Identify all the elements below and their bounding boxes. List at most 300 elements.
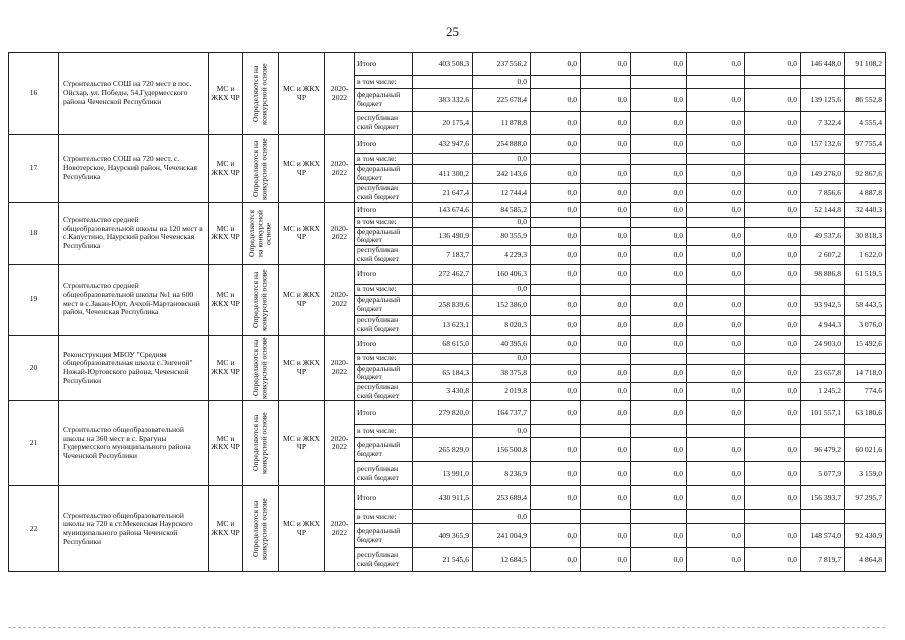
funding-value: 156 500,8 [473,438,531,462]
funding-value: 0,0 [631,246,687,264]
funding-value [745,353,801,364]
funding-value: 0,0 [687,486,745,510]
funding-value: 32 440,3 [845,203,886,218]
funding-value: 0,0 [581,53,631,76]
funding-value: 3 430,8 [413,383,473,401]
funding-value [581,425,631,438]
funding-value: 0,0 [745,295,801,315]
funding-value: 0,0 [531,383,581,401]
funding-value: 0,0 [687,203,745,218]
project-number: 22 [9,486,59,572]
funding-source-label: Итого [355,53,413,76]
funding-value: 8 020,3 [473,315,531,335]
funding-value: 0,0 [745,383,801,401]
funding-value: 5 077,9 [801,462,845,486]
funding-value [845,76,886,89]
funding-value [845,284,886,295]
basis-text: Определяются на конкурсной основе [251,337,269,399]
funding-value: 0,0 [581,165,631,184]
funding-value: 60 021,6 [845,438,886,462]
project-19-row [9,264,886,284]
funding-source-label: в том числе: [355,425,413,438]
funding-value: 0,0 [531,295,581,315]
project-name: Строительство СОШ на 720 мест в пос. Ойсхар, ул. Победы, 54,Гудермесского района Чеченской Республики [59,53,209,135]
funding-value: 0,0 [745,524,801,548]
responsible-executor: МС и ЖКХ ЧР [209,53,243,135]
funding-value [687,76,745,89]
funding-value [631,284,687,295]
funding-value: 86 552,8 [845,89,886,112]
funding-value: 0,0 [631,524,687,548]
funding-source-label: Итого [355,335,413,353]
funding-value: 0,0 [687,315,745,335]
funding-value: 20 175,4 [413,112,473,135]
participant: МС и ЖКХ ЧР [279,203,325,265]
basis-text: Определяются на конкурсной основе [251,62,269,125]
funding-value: 58 443,5 [845,295,886,315]
funding-value: 432 947,6 [413,135,473,154]
funding-value: 84 585,2 [473,203,531,218]
selection-basis [243,264,279,335]
funding-value: 49 537,6 [801,227,845,245]
funding-value: 0,0 [531,246,581,264]
funding-value: 24 903,0 [801,335,845,353]
project-name: Строительство средней общеобразовательной школы №1 на 600 мест в с.Закан-Юрт, Ачхой-Мартановский район, Чеченская Республика [59,264,209,335]
funding-value: 149 276,0 [801,165,845,184]
funding-value: 0,0 [745,203,801,218]
funding-value: 0,0 [745,486,801,510]
funding-value [413,218,473,228]
funding-value: 0,0 [745,548,801,572]
funding-source-label: в том числе: [355,510,413,524]
funding-value: 0,0 [687,135,745,154]
implementation-years: 2020-2022 [325,401,355,486]
funding-value: 0,0 [531,184,581,203]
funding-source-label: республикан ский бюджет [355,246,413,264]
funding-value: 0,0 [581,135,631,154]
funding-value: 0,0 [745,401,801,425]
selection-basis [243,486,279,572]
project-number: 19 [9,264,59,335]
funding-value [687,425,745,438]
project-22-row [9,486,886,510]
funding-value: 40 395,6 [473,335,531,353]
funding-value: 0,0 [631,53,687,76]
funding-value: 0,0 [631,364,687,382]
funding-value: 0,0 [531,53,581,76]
funding-value: 0,0 [745,112,801,135]
implementation-years: 2020-2022 [325,203,355,265]
funding-source-label: федеральный бюджет [355,165,413,184]
funding-value: 7 819,7 [801,548,845,572]
funding-value [687,218,745,228]
funding-source-label: Итого [355,486,413,510]
funding-value [413,76,473,89]
funding-value: 0,0 [581,315,631,335]
funding-value: 0,0 [745,264,801,284]
funding-source-label: Итого [355,401,413,425]
participant: МС и ЖКХ ЧР [279,264,325,335]
funding-value: 0,0 [581,486,631,510]
funding-value: 0,0 [687,364,745,382]
funding-source-label: Итого [355,264,413,284]
funding-value: 0,0 [745,135,801,154]
funding-value: 254 888,0 [473,135,531,154]
funding-value: 0,0 [473,510,531,524]
funding-value [745,284,801,295]
funding-value: 0,0 [631,112,687,135]
funding-value: 0,0 [581,462,631,486]
participant: МС и ЖКХ ЧР [279,53,325,135]
funding-value [531,76,581,89]
funding-value: 91 108,2 [845,53,886,76]
funding-value: 0,0 [531,548,581,572]
funding-value: 0,0 [631,548,687,572]
funding-value: 4 864,8 [845,548,886,572]
funding-value [531,218,581,228]
funding-value: 0,0 [531,438,581,462]
funding-value: 0,0 [631,227,687,245]
funding-value: 0,0 [631,462,687,486]
funding-value: 0,0 [745,89,801,112]
funding-value [687,510,745,524]
basis-text: Определяются на конкурсной основе [251,268,269,331]
funding-value: 164 737,7 [473,401,531,425]
funding-value [845,510,886,524]
implementation-years: 2020-2022 [325,486,355,572]
funding-value: 101 557,1 [801,401,845,425]
funding-value: 0,0 [687,112,745,135]
funding-value: 0,0 [473,154,531,165]
implementation-years: 2020-2022 [325,335,355,401]
funding-value: 143 674,6 [413,203,473,218]
funding-value: 237 556,2 [473,53,531,76]
funding-value: 21 545,6 [413,548,473,572]
funding-value: 0,0 [581,401,631,425]
funding-value: 13 623,1 [413,315,473,335]
funding-value: 96 479,2 [801,438,845,462]
funding-value: 0,0 [581,203,631,218]
funding-value: 80 355,9 [473,227,531,245]
responsible-executor: МС и ЖКХ ЧР [209,335,243,401]
funding-value: 241 004,9 [473,524,531,548]
funding-value: 0,0 [687,165,745,184]
funding-value [413,353,473,364]
project-21-row [9,401,886,425]
funding-value [581,154,631,165]
funding-value: 146 448,0 [801,53,845,76]
funding-value: 0,0 [581,184,631,203]
funding-value: 0,0 [473,284,531,295]
funding-value: 4 555,4 [845,112,886,135]
funding-value: 8 236,9 [473,462,531,486]
project-18-row [9,203,886,218]
funding-value: 23 657,8 [801,364,845,382]
selection-basis [243,203,279,265]
funding-value [631,425,687,438]
funding-value: 0,0 [631,401,687,425]
funding-value: 0,0 [473,76,531,89]
funding-value: 0,0 [687,227,745,245]
funding-value: 0,0 [531,524,581,548]
funding-source-label: республикан ский бюджет [355,112,413,135]
funding-value: 0,0 [473,218,531,228]
funding-value: 21 647,4 [413,184,473,203]
funding-value: 0,0 [581,524,631,548]
funding-value: 0,0 [687,264,745,284]
funding-value: 0,0 [631,295,687,315]
funding-value: 0,0 [631,184,687,203]
funding-value: 0,0 [745,184,801,203]
funding-value: 0,0 [687,295,745,315]
funding-value [687,154,745,165]
funding-value: 68 615,0 [413,335,473,353]
funding-value: 0,0 [531,401,581,425]
funding-value: 156 393,7 [801,486,845,510]
selection-basis [243,401,279,486]
funding-value: 63 180,6 [845,401,886,425]
basis-text: Определяются на конкурсной основе [251,137,269,200]
funding-value: 272 462,7 [413,264,473,284]
funding-value: 774,6 [845,383,886,401]
project-number: 17 [9,135,59,203]
responsible-executor: МС и ЖКХ ЧР [209,486,243,572]
funding-source-label: федеральный бюджет [355,89,413,112]
funding-source-label: в том числе: [355,353,413,364]
funding-value: 0,0 [745,315,801,335]
funding-value: 0,0 [687,335,745,353]
project-17-row [9,135,886,154]
funding-value: 0,0 [631,264,687,284]
funding-value: 0,0 [745,462,801,486]
funding-value: 383 332,6 [413,89,473,112]
funding-value: 0,0 [687,462,745,486]
funding-value: 65 184,3 [413,364,473,382]
funding-value [631,154,687,165]
funding-value: 0,0 [531,89,581,112]
funding-value: 0,0 [531,203,581,218]
funding-source-label: республикан ский бюджет [355,383,413,401]
project-number: 21 [9,401,59,486]
funding-value: 0,0 [473,353,531,364]
responsible-executor: МС и ЖКХ ЧР [209,401,243,486]
funding-value: 0,0 [473,425,531,438]
funding-value: 0,0 [687,246,745,264]
funding-value: 0,0 [531,364,581,382]
funding-value: 0,0 [581,89,631,112]
funding-value: 0,0 [631,89,687,112]
funding-value [531,510,581,524]
funding-value: 430 911,5 [413,486,473,510]
funding-value: 0,0 [745,227,801,245]
funding-value: 242 143,6 [473,165,531,184]
funding-value: 253 689,4 [473,486,531,510]
funding-value [581,510,631,524]
funding-value [413,154,473,165]
funding-value: 0,0 [531,335,581,353]
funding-value: 2 019,8 [473,383,531,401]
funding-value: 0,0 [687,524,745,548]
funding-value [801,353,845,364]
funding-value: 0,0 [531,112,581,135]
funding-value [413,510,473,524]
funding-value: 409 365,9 [413,524,473,548]
funding-source-label: в том числе: [355,154,413,165]
funding-value: 279 820,0 [413,401,473,425]
funding-source-label: федеральный бюджет [355,364,413,382]
implementation-years: 2020-2022 [325,264,355,335]
funding-value: 0,0 [531,462,581,486]
funding-value: 0,0 [531,486,581,510]
funding-value [801,284,845,295]
responsible-executor: МС и ЖКХ ЧР [209,135,243,203]
funding-source-label: в том числе: [355,76,413,89]
funding-value [745,218,801,228]
funding-value: 92 430,9 [845,524,886,548]
funding-value: 1 622,0 [845,246,886,264]
funding-value: 0,0 [745,53,801,76]
funding-value: 225 678,4 [473,89,531,112]
funding-value [845,425,886,438]
funding-value: 12 744,4 [473,184,531,203]
funding-value [801,154,845,165]
funding-value: 0,0 [687,548,745,572]
funding-value: 13 991,0 [413,462,473,486]
funding-value: 0,0 [687,184,745,203]
funding-value: 0,0 [581,364,631,382]
basis-text: Определяются на конкурсной основе [251,412,269,475]
funding-value: 0,0 [745,364,801,382]
participant: МС и ЖКХ ЧР [279,335,325,401]
funding-value: 12 684,5 [473,548,531,572]
funding-value [631,353,687,364]
funding-value: 15 492,6 [845,335,886,353]
funding-source-label: Итого [355,203,413,218]
funding-value [631,218,687,228]
funding-value: 0,0 [687,89,745,112]
funding-source-label: федеральный бюджет [355,438,413,462]
funding-source-label: в том числе: [355,218,413,228]
funding-value: 0,0 [581,246,631,264]
project-number: 18 [9,203,59,265]
selection-basis [243,335,279,401]
funding-source-label: в том числе: [355,284,413,295]
funding-value: 139 125,6 [801,89,845,112]
funding-value: 92 867,6 [845,165,886,184]
funding-value [581,218,631,228]
funding-value: 0,0 [581,227,631,245]
funding-value [581,76,631,89]
project-name: Реконструкция МБОУ "Средняя общеобразовательная школа с.Энгеной" Ножай-Юртовского района, Чеченской Республики [59,335,209,401]
funding-value [631,76,687,89]
project-number: 20 [9,335,59,401]
funding-source-label: республикан ский бюджет [355,184,413,203]
funding-table [8,52,886,572]
funding-source-label: федеральный бюджет [355,295,413,315]
funding-value: 0,0 [745,246,801,264]
participant: МС и ЖКХ ЧР [279,135,325,203]
funding-value: 4 229,3 [473,246,531,264]
funding-value [845,353,886,364]
funding-value: 148 574,0 [801,524,845,548]
funding-value [845,154,886,165]
participant: МС и ЖКХ ЧР [279,401,325,486]
funding-value: 0,0 [581,112,631,135]
funding-source-label: федеральный бюджет [355,227,413,245]
funding-value: 0,0 [687,53,745,76]
funding-value: 411 300,2 [413,165,473,184]
funding-value [631,510,687,524]
funding-value: 0,0 [631,315,687,335]
implementation-years: 2020-2022 [325,53,355,135]
funding-value [801,76,845,89]
funding-value: 93 942,5 [801,295,845,315]
funding-value: 98 886,8 [801,264,845,284]
funding-value: 0,0 [631,383,687,401]
funding-value: 0,0 [687,383,745,401]
selection-basis [243,53,279,135]
funding-value: 97 755,4 [845,135,886,154]
funding-value [531,154,581,165]
funding-value: 0,0 [631,203,687,218]
funding-value: 61 519,5 [845,264,886,284]
funding-value [845,218,886,228]
funding-value: 152 386,0 [473,295,531,315]
funding-value [745,154,801,165]
funding-value: 7 183,7 [413,246,473,264]
funding-value: 0,0 [687,438,745,462]
funding-value: 0,0 [745,165,801,184]
project-name: Строительство СОШ на 720 мест, с. Новотерское, Наурский район, Чеченская Республика [59,135,209,203]
funding-value: 265 829,0 [413,438,473,462]
funding-value: 0,0 [531,135,581,154]
selection-basis [243,135,279,203]
funding-value: 0,0 [631,486,687,510]
basis-text: Определяются на конкурсной основе [251,498,269,560]
funding-value: 0,0 [631,135,687,154]
funding-value: 38 375,8 [473,364,531,382]
funding-value: 258 839,6 [413,295,473,315]
funding-value: 0,0 [581,438,631,462]
funding-value: 160 406,3 [473,264,531,284]
funding-value: 3 076,0 [845,315,886,335]
funding-value [531,425,581,438]
funding-value: 0,0 [581,264,631,284]
participant: МС и ЖКХ ЧР [279,486,325,572]
funding-source-label: республикан ский бюджет [355,462,413,486]
project-name: Строительство общеобразовательной школы на 720 в ст.Мекенская Наурского муниципального района Чеченской Республики [59,486,209,572]
page-number: 25 [446,24,459,39]
funding-value: 0,0 [581,548,631,572]
funding-value: 0,0 [745,438,801,462]
funding-value [745,510,801,524]
funding-value: 0,0 [531,227,581,245]
funding-value: 0,0 [531,315,581,335]
funding-value [531,353,581,364]
funding-value: 0,0 [745,335,801,353]
project-name: Строительство общеобразовательной школы на 360 мест в с. Брагуны Гудермесского муниципального района Чеченской Республики [59,401,209,486]
funding-value: 14 718,0 [845,364,886,382]
funding-source-label: федеральный бюджет [355,524,413,548]
funding-value: 11 878,8 [473,112,531,135]
project-16-row [9,53,886,76]
funding-value: 136 490,9 [413,227,473,245]
funding-value: 0,0 [631,165,687,184]
funding-value [413,425,473,438]
funding-value: 0,0 [581,383,631,401]
funding-value: 7 322,4 [801,112,845,135]
project-20-row [9,335,886,353]
